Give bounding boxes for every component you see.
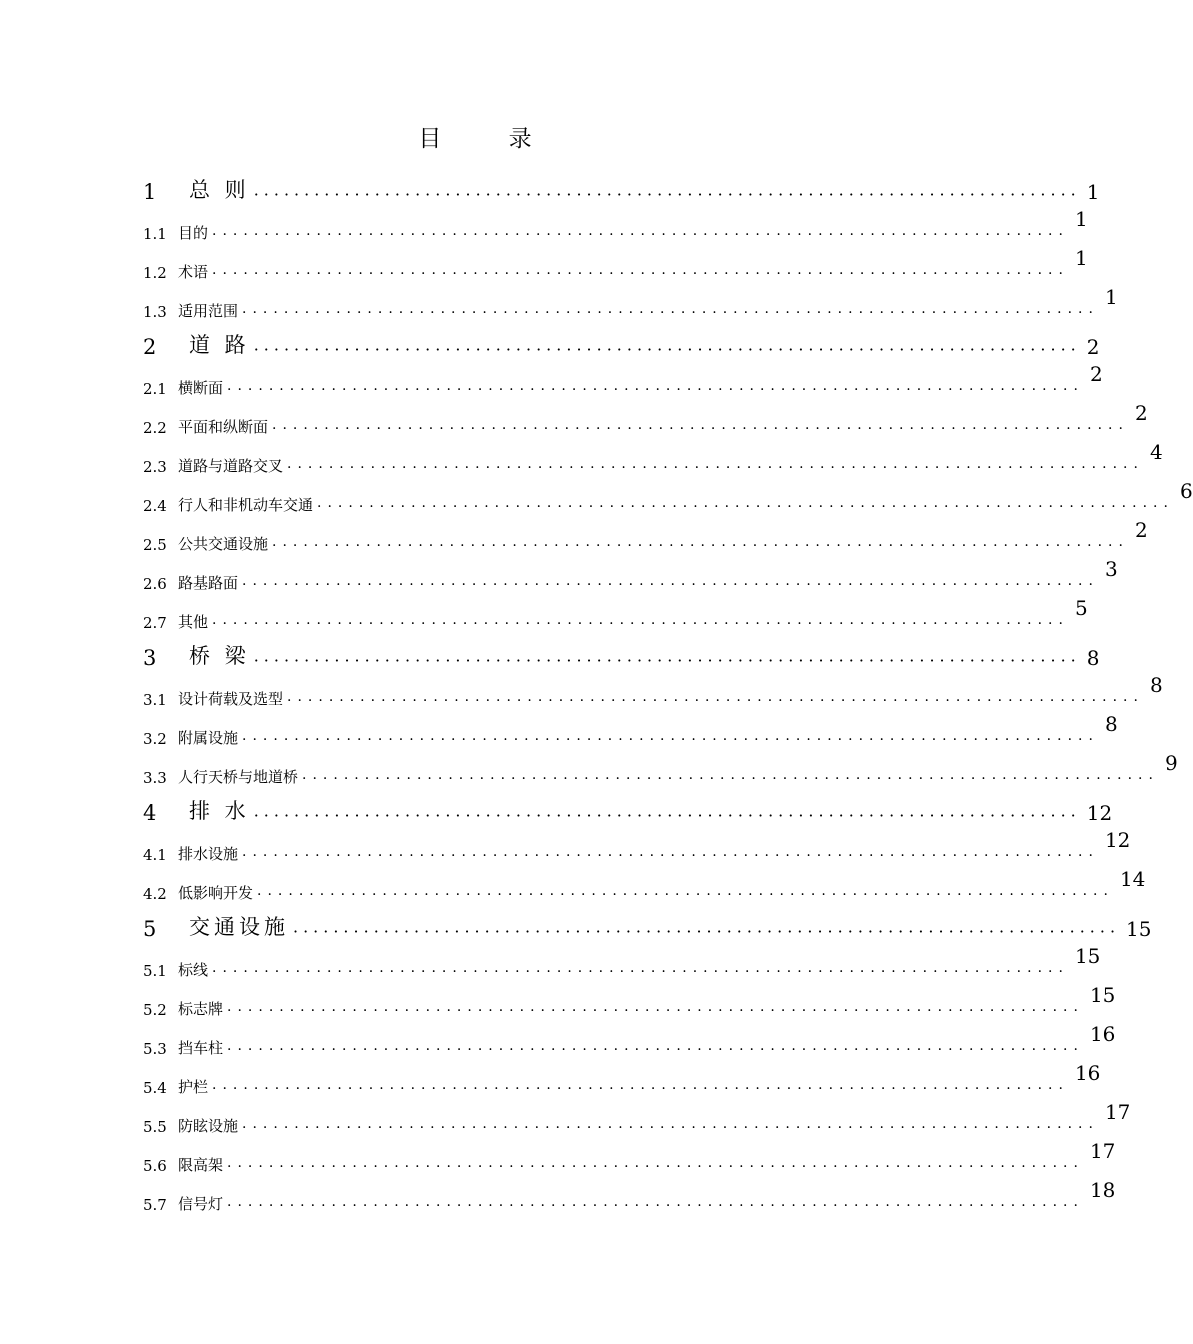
toc-leader-dots: ·················································································· <box>212 227 1069 243</box>
toc-leader-dots: ·················································································· <box>293 922 1121 941</box>
toc-leader-dots: ·················································································· <box>212 266 1069 282</box>
toc-entry-label: 术语 <box>178 263 209 281</box>
table-of-contents <box>143 166 1193 1214</box>
toc-entry-label: 限高架 <box>178 1156 224 1174</box>
toc-entry-number: 1.2 <box>143 264 167 282</box>
toc-leader-dots: ·················································································· <box>212 616 1069 632</box>
toc-entry[interactable] <box>143 243 1088 282</box>
toc-entry-label: 交通设施 <box>189 915 289 939</box>
toc-entry[interactable] <box>143 476 1193 515</box>
toc-entry-label: 总 则 <box>189 178 250 202</box>
toc-entry[interactable] <box>143 282 1118 321</box>
toc-entry[interactable] <box>143 1019 1116 1058</box>
toc-entry[interactable] <box>143 787 1113 825</box>
toc-entry-number: 1.3 <box>143 303 167 321</box>
toc-entry[interactable] <box>143 515 1148 554</box>
toc-entry-page: 8 <box>1104 712 1118 736</box>
toc-leader-dots: ·················································································· <box>253 185 1081 204</box>
toc-leader-dots: ·················································································· <box>287 460 1144 476</box>
toc-entry-page: 1 <box>1104 285 1118 309</box>
toc-entry-label: 低影响开发 <box>178 884 254 902</box>
toc-entry-page: 3 <box>1104 557 1118 581</box>
toc-entry-page: 9 <box>1164 751 1178 775</box>
toc-entry-page: 2 <box>1134 518 1148 542</box>
toc-entry-page: 17 <box>1089 1139 1116 1163</box>
toc-entry-number: 2.4 <box>143 497 167 515</box>
toc-entry-number: 5.7 <box>143 1196 167 1214</box>
toc-entry-number: 2 <box>143 335 157 359</box>
toc-leader-dots: ·················································································· <box>257 887 1114 903</box>
toc-entry-label: 道 路 <box>189 333 250 357</box>
toc-leader-dots: ·················································································· <box>227 1159 1084 1175</box>
toc-leader-dots: ·················································································· <box>242 1120 1099 1136</box>
toc-entry-number: 5.4 <box>143 1079 167 1097</box>
toc-entry-label: 桥 梁 <box>189 644 250 668</box>
toc-leader-dots: ·················································································· <box>227 382 1084 398</box>
toc-entry-page: 15 <box>1089 983 1116 1007</box>
toc-entry[interactable] <box>143 632 1100 670</box>
toc-entry-label: 人行天桥与地道桥 <box>178 768 299 786</box>
toc-leader-dots: ·················································································· <box>287 693 1144 709</box>
toc-entry[interactable] <box>143 825 1131 864</box>
toc-entry-number: 5.1 <box>143 962 167 980</box>
toc-entry[interactable] <box>143 166 1100 204</box>
toc-entry-number: 5 <box>143 917 157 941</box>
toc-entry-label: 信号灯 <box>178 1195 224 1213</box>
toc-entry-page: 16 <box>1089 1022 1116 1046</box>
toc-entry-page: 16 <box>1074 1061 1101 1085</box>
toc-entry-number: 2.5 <box>143 536 167 554</box>
toc-leader-dots: ·················································································· <box>227 1198 1084 1214</box>
toc-entry[interactable] <box>143 748 1178 787</box>
toc-entry[interactable] <box>143 1097 1131 1136</box>
toc-entry-page: 1 <box>1086 180 1100 204</box>
toc-entry-number: 5.5 <box>143 1118 167 1136</box>
toc-entry-number: 4.1 <box>143 846 167 864</box>
toc-entry-page: 8 <box>1149 673 1163 697</box>
toc-entry[interactable] <box>143 437 1163 476</box>
toc-entry-page: 17 <box>1104 1100 1131 1124</box>
toc-entry-label: 其他 <box>178 613 209 631</box>
toc-entry-label: 行人和非机动车交通 <box>178 496 314 514</box>
toc-entry[interactable] <box>143 359 1103 398</box>
toc-entry[interactable] <box>143 204 1088 243</box>
toc-entry-label: 排 水 <box>189 799 250 823</box>
toc-entry-label: 公共交通设施 <box>178 535 269 553</box>
toc-entry-page: 18 <box>1089 1178 1116 1202</box>
toc-entry-label: 排水设施 <box>178 845 239 863</box>
toc-entry-number: 3.1 <box>143 691 167 709</box>
toc-leader-dots: ·················································································· <box>227 1003 1084 1019</box>
toc-entry-label: 设计荷载及选型 <box>178 690 284 708</box>
toc-entry-label: 道路与道路交叉 <box>178 457 284 475</box>
toc-entry-label: 目的 <box>178 224 209 242</box>
toc-entry-number: 4 <box>143 801 157 825</box>
toc-entry-page: 2 <box>1134 401 1148 425</box>
toc-entry-page: 4 <box>1149 440 1163 464</box>
toc-leader-dots: ·················································································· <box>253 340 1081 359</box>
toc-entry-number: 2.2 <box>143 419 167 437</box>
toc-entry[interactable] <box>143 593 1088 632</box>
toc-entry-number: 2.1 <box>143 380 167 398</box>
toc-leader-dots: ·················································································· <box>212 1081 1069 1097</box>
toc-leader-dots: ·················································································· <box>242 305 1099 321</box>
toc-entry-number: 1 <box>143 180 157 204</box>
toc-title: 目 录 <box>418 126 562 152</box>
toc-entry-page: 2 <box>1086 335 1100 359</box>
toc-entry-page: 1 <box>1074 207 1088 231</box>
toc-entry-page: 5 <box>1074 596 1088 620</box>
toc-leader-dots: ·················································································· <box>272 421 1129 437</box>
toc-entry-page: 15 <box>1074 944 1101 968</box>
toc-entry-label: 防眩设施 <box>178 1117 239 1135</box>
toc-entry-label: 标志牌 <box>178 1000 224 1018</box>
toc-entry-number: 4.2 <box>143 885 167 903</box>
toc-entry-label: 标线 <box>178 961 209 979</box>
toc-entry[interactable] <box>143 941 1101 980</box>
toc-entry-number: 5.3 <box>143 1040 167 1058</box>
toc-leader-dots: ·················································································· <box>253 651 1081 670</box>
toc-entry[interactable] <box>143 864 1146 903</box>
toc-entry-page: 12 <box>1104 828 1131 852</box>
toc-entry-label: 护栏 <box>178 1078 209 1096</box>
toc-entry[interactable] <box>143 554 1118 593</box>
toc-entry[interactable] <box>143 903 1152 941</box>
toc-entry-page: 6 <box>1179 479 1193 503</box>
toc-entry-page: 1 <box>1074 246 1088 270</box>
toc-leader-dots: ·················································································· <box>227 1042 1084 1058</box>
toc-entry-page: 12 <box>1086 801 1113 825</box>
toc-leader-dots: ·················································································· <box>253 806 1081 825</box>
toc-leader-dots: ·················································································· <box>302 771 1159 787</box>
toc-leader-dots: ·················································································· <box>317 499 1174 515</box>
toc-entry[interactable] <box>143 1058 1101 1097</box>
toc-leader-dots: ·················································································· <box>242 732 1099 748</box>
toc-leader-dots: ·················································································· <box>212 964 1069 980</box>
toc-entry-label: 适用范围 <box>178 302 239 320</box>
toc-entry-label: 平面和纵断面 <box>178 418 269 436</box>
toc-entry-page: 8 <box>1086 646 1100 670</box>
toc-entry-number: 3.3 <box>143 769 167 787</box>
toc-entry-number: 3 <box>143 646 157 670</box>
toc-entry-number: 2.3 <box>143 458 167 476</box>
toc-entry-page: 2 <box>1089 362 1103 386</box>
toc-entry-number: 3.2 <box>143 730 167 748</box>
toc-entry[interactable] <box>143 980 1116 1019</box>
toc-entry-label: 附属设施 <box>178 729 239 747</box>
toc-entry[interactable] <box>143 670 1163 709</box>
toc-entry-page: 14 <box>1119 867 1146 891</box>
toc-entry[interactable] <box>143 709 1118 748</box>
toc-entry[interactable] <box>143 321 1100 359</box>
toc-leader-dots: ·················································································· <box>242 577 1099 593</box>
toc-entry[interactable] <box>143 398 1148 437</box>
toc-entry-number: 1.1 <box>143 225 167 243</box>
toc-entry-page: 15 <box>1126 917 1152 941</box>
toc-leader-dots: ·················································································· <box>272 538 1129 554</box>
toc-entry-label: 横断面 <box>178 379 224 397</box>
toc-entry-number: 5.6 <box>143 1157 167 1175</box>
toc-entry[interactable] <box>143 1136 1116 1175</box>
toc-entry-number: 2.7 <box>143 614 167 632</box>
toc-entry-number: 2.6 <box>143 575 167 593</box>
toc-entry-number: 5.2 <box>143 1001 167 1019</box>
toc-entry-label: 路基路面 <box>178 574 239 592</box>
toc-leader-dots: ·················································································· <box>242 848 1099 864</box>
toc-entry[interactable] <box>143 1175 1116 1214</box>
toc-entry-label: 挡车柱 <box>178 1039 224 1057</box>
